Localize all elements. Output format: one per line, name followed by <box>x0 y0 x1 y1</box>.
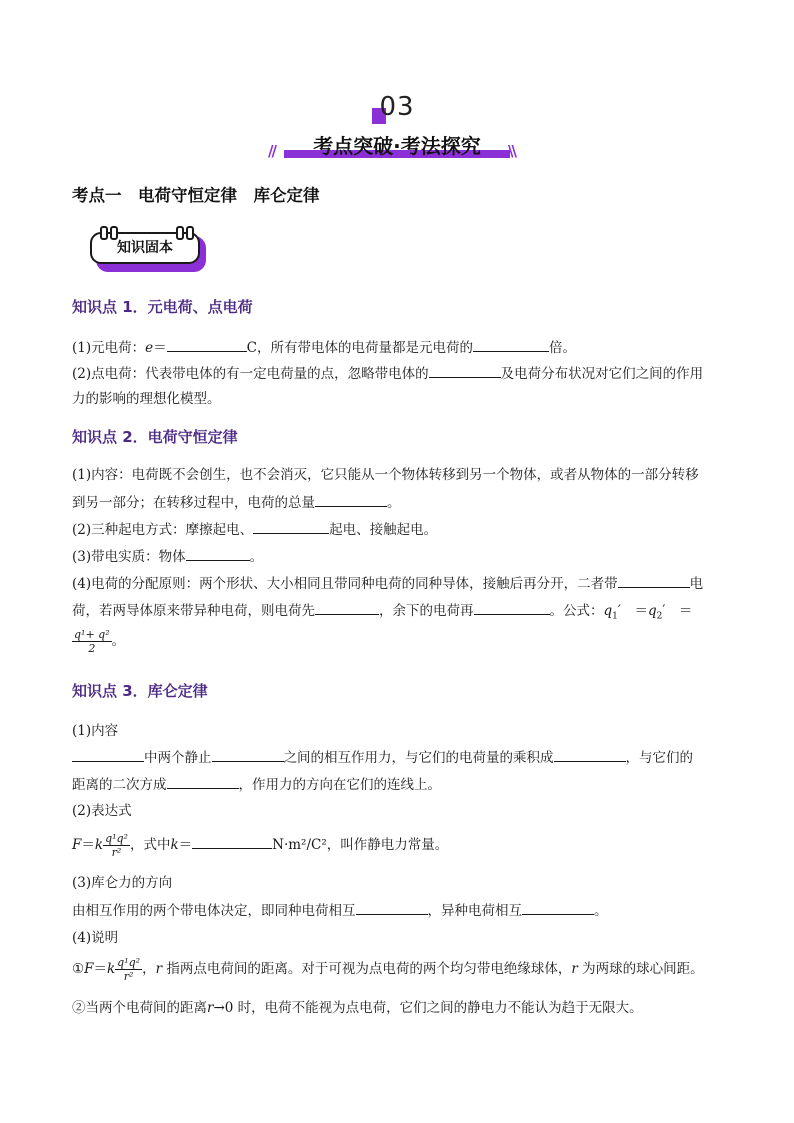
kp3-content-label: (1)内容 <box>72 723 119 739</box>
kp1-heading: 知识点 1．元电荷、点电荷 <box>72 298 253 316</box>
binder-ring-icon <box>176 226 184 240</box>
binder-ring-icon <box>100 226 108 240</box>
badge-label: 知识固本 <box>117 240 173 256</box>
binder-ring-icon <box>110 226 118 240</box>
kp2-formula: $\frac{\text{q¹+ q²}}{2}$ 。 <box>74 628 126 655</box>
answer-blank[interactable] <box>315 601 379 615</box>
kp1-line-1: (1)元电荷：e＝ C，所有带电体的电荷量都是元电荷的 倍。 <box>72 340 576 356</box>
kp2-line-2: 到另一部分；在转移过程中，电荷的总量 。 <box>72 495 401 511</box>
kp3-direction-label: (3)库仑力的方向 <box>72 875 173 891</box>
answer-blank[interactable] <box>167 338 247 352</box>
kp1-line-3: 力的影响的理想化模型。 <box>72 391 221 407</box>
answer-blank[interactable] <box>167 775 239 789</box>
slash-decoration-right: \\ <box>508 142 515 160</box>
kp3-heading: 知识点 3．库仑定律 <box>72 682 208 700</box>
answer-blank[interactable] <box>618 574 690 588</box>
answer-blank[interactable] <box>429 364 501 378</box>
knowledge-badge <box>88 228 208 274</box>
kp3-expression-label: (2)表达式 <box>72 803 132 819</box>
answer-blank[interactable] <box>554 748 626 762</box>
kp3-note-1: ①F＝k $\frac{\text{q¹q²}}{\text{r²}}$ ，r 指两点电荷间的距离。对于可视为点电荷的两个均匀带电绝缘球体，r 为两球的球心间距。 <box>72 956 704 983</box>
kp2-line-6: 荷，若两导体原来带异种电荷，则电荷先 ，余下的电荷再 。公式：$q_1'$ $=q_2'$ ＝ <box>72 603 693 622</box>
topic-heading: 考点一 电荷守恒定律 库仑定律 <box>72 186 320 205</box>
answer-blank[interactable] <box>192 835 272 849</box>
kp3-note-2: ②当两个电荷间的距离r→0 时，电荷不能视为点电荷，它们之间的静电力不能认为趋于无限大。 <box>72 1000 643 1016</box>
kp2-line-3: (2)三种起电方式：摩擦起电、 起电、接触起电。 <box>72 522 438 538</box>
binder-ring-icon <box>186 226 194 240</box>
coulomb-fraction: $\frac{\text{q¹q²}}{\text{r²}}$ <box>117 956 141 983</box>
kp3-direction-line: 由相互作用的两个带电体决定，即同种电荷相互 ，异种电荷相互 。 <box>72 903 608 919</box>
answer-blank[interactable] <box>473 338 549 352</box>
kp3-line-2: 距离的二次方成 ，作用力的方向在它们的连线上。 <box>72 777 441 793</box>
answer-blank[interactable] <box>315 493 387 507</box>
kp2-line-1: (1)内容：电荷既不会创生，也不会消灭，它只能从一个物体转移到另一个物体，或者从物体的一部分转移 <box>72 467 699 483</box>
answer-blank[interactable] <box>522 901 594 915</box>
answer-blank[interactable] <box>212 748 284 762</box>
kp3-notes-label: (4)说明 <box>72 930 119 946</box>
section-number: 03 <box>379 92 415 122</box>
answer-blank[interactable] <box>186 547 250 561</box>
kp2-heading: 知识点 2．电荷守恒定律 <box>72 428 238 446</box>
kp1-line-2: (2)点电荷：代表带电体的有一定电荷量的点，忽略带电体的 及电荷分布状况对它们之间的作用 <box>72 366 704 382</box>
kp3-expression: F＝k $\frac{\text{q¹q²}}{\text{r²}}$ ，式中k＝ N·m²/C²，叫作静电力常量。 <box>72 832 449 859</box>
answer-blank[interactable] <box>474 601 550 615</box>
section-title: 考点突破·考法探究 <box>313 134 481 158</box>
answer-blank[interactable] <box>72 748 144 762</box>
answer-blank[interactable] <box>253 520 329 534</box>
kp3-line-1: 中两个静止 之间的相互作用力，与它们的电荷量的乘积成 ，与它们的 <box>72 748 724 768</box>
kp2-line-4: (3)带电实质：物体 。 <box>72 549 264 565</box>
answer-blank[interactable] <box>356 901 428 915</box>
coulomb-fraction: $\frac{\text{q¹q²}}{\text{r²}}$ <box>105 832 128 859</box>
kp2-line-5: (4)电荷的分配原则：两个形状、大小相同且带同种电荷的同种导体，接触后再分开，二者带 电 <box>72 576 704 592</box>
charge-average-fraction: $\frac{\text{q¹+ q²}}{2}$ <box>74 628 110 655</box>
slash-decoration-left: // <box>268 142 275 160</box>
